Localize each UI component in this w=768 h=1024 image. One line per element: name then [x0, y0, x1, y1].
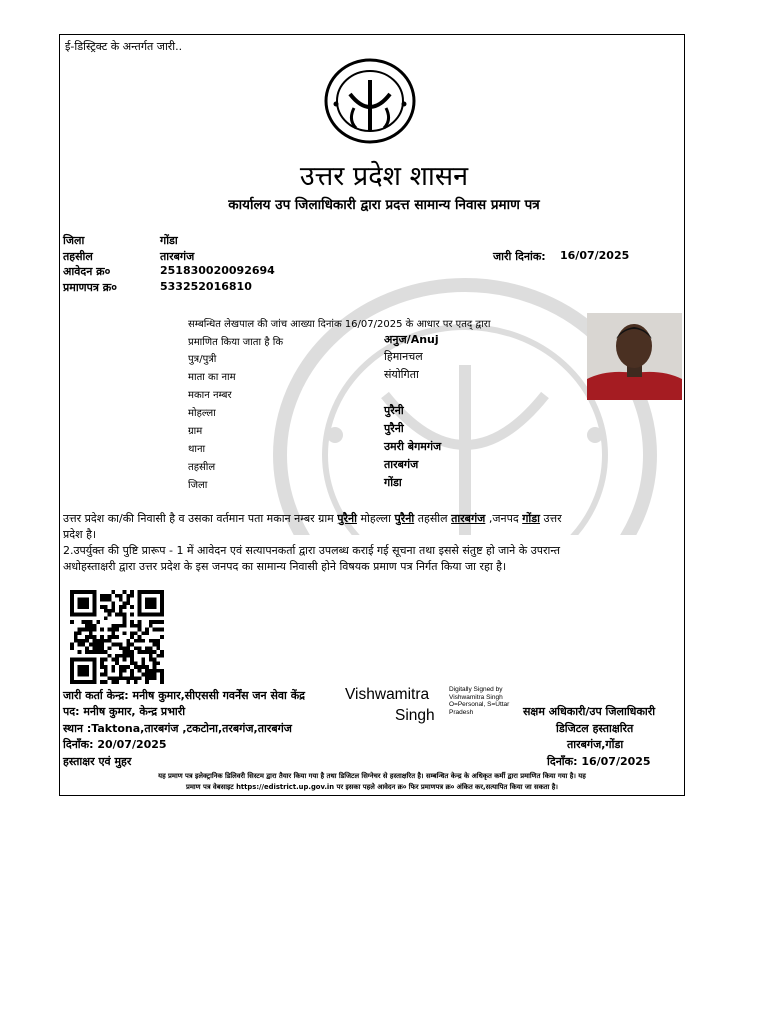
- certificate-value: 533252016810: [160, 280, 252, 293]
- application-label: आवेदन क्र०: [63, 265, 111, 278]
- intro-line1: सम्बन्धित लेखपाल की जांच आख्या दिनांक 16/07/2025 के आधार पर एतद् द्वारा: [188, 319, 491, 330]
- detail-value: तारबगंज: [384, 458, 419, 471]
- residence-paragraph-line2: प्रदेश है।: [63, 528, 97, 541]
- village-value: पुरैनी: [337, 512, 357, 525]
- detail-value: पुरैनी: [384, 422, 404, 435]
- signer-name-line2: Singh: [395, 707, 435, 724]
- issuer-date: दिनाँक: 20/07/2025: [63, 738, 167, 751]
- detail-label: ग्राम: [188, 426, 203, 437]
- tehsil-label: तहसील: [63, 250, 93, 263]
- issue-date-label: जारी दिनांक:: [493, 250, 546, 263]
- issuer-sign: हस्ताक्षर एवं मुहर: [63, 755, 132, 768]
- page-title: उत्तर प्रदेश शासन: [299, 161, 469, 192]
- district-value: गोंडा: [160, 234, 178, 247]
- detail-value: संयोगिता: [384, 368, 419, 381]
- district-label: जिला: [63, 234, 85, 247]
- tehsil-value: तारबगंज: [160, 250, 195, 263]
- detail-label: जिला: [188, 480, 208, 491]
- district-underlined: गोंडा: [522, 512, 540, 525]
- issuer-place: स्थान :Taktona,तारबगंज ,टकटोना,तरबगंज,तारबगंज: [63, 722, 292, 735]
- footer-line1: यह प्रमाण पत्र इलेक्ट्रानिक डिलिवरी सिस्टम द्वारा तैयार किया गया है तथा डिजिटल सिग्नेचर से हस्ताक्षरित है। सम्बन्धित केन्द्र के अधिकृत कर्मी द्वारा प्रमाणित किया गया है। यह: [158, 772, 586, 780]
- authority-title: सक्षम अधिकारी/उप जिलाधिकारी: [523, 705, 656, 718]
- authority-date: दिनाँक: 16/07/2025: [547, 755, 651, 768]
- issuer-center: जारी कर्ता केन्द्र: मनीष कुमार,सीएससी गवर्नेंस जन सेवा केंद्र: [63, 689, 305, 702]
- detail-value: उमरी बेगमगंज: [384, 440, 442, 453]
- certificate-label: प्रमाणपत्र क्र०: [63, 281, 117, 294]
- header-note: ई-डिस्ट्रिक्ट के अन्तर्गत जारी..: [65, 40, 183, 53]
- signer-name-line1: Vishwamitra: [345, 686, 430, 703]
- detail-label: मोहल्ला: [188, 408, 216, 419]
- authority-signed: डिजिटल हस्ताक्षरित: [556, 722, 634, 735]
- digital-signature-note: Digitally Signed by Vishwamitra Singh O=Personal, S=Uttar Pradesh: [449, 686, 510, 716]
- detail-label: तहसील: [188, 462, 216, 473]
- issue-date-value: 16/07/2025: [560, 249, 630, 262]
- authority-place: तारबगंज,गोंडा: [567, 738, 624, 751]
- mohalla-value: पुरैनी: [394, 512, 415, 525]
- detail-label: थाना: [188, 444, 206, 455]
- applicant-name: अनुज/Anuj: [384, 333, 439, 346]
- qr-code[interactable]: [67, 590, 167, 684]
- detail-label: माता का नाम: [188, 372, 236, 383]
- detail-label: पुत्र/पुत्री: [188, 354, 217, 365]
- detail-label: मकान नम्बर: [188, 390, 232, 401]
- certificate-subtitle: कार्यालय उप जिलाधिकारी द्वारा प्रदत्त सामान्य निवास प्रमाण पत्र: [228, 197, 540, 213]
- applicant-photo: [587, 313, 682, 400]
- intro-line2: प्रमाणित किया जाता है कि: [188, 337, 284, 348]
- footer-line2: प्रमाण पत्र वेबसाइट https://edistrict.up.gov.in पर इसका पहले आवेदन क्र० फिर प्रमाणपत्र क्र० अंकित कर,सत्यापित किया जा सकता है।: [185, 783, 558, 791]
- tehsil-underlined: तारबगंज: [451, 512, 486, 525]
- uttar-pradesh-emblem-icon: [324, 58, 416, 144]
- detail-value: हिमानचल: [384, 350, 423, 363]
- detail-value: पुरैनी: [384, 404, 404, 417]
- detail-value: गोंडा: [384, 476, 402, 489]
- residence-paragraph: उत्तर प्रदेश का/की निवासी है व उसका वर्तमान पता मकान नम्बर ग्राम पुरैनी मोहल्ला पुरैनी तहसील तारबगंज ,जनपद गोंडा उत्तर: [63, 512, 562, 525]
- confirmation-line2: अधोहस्ताक्षरी द्वारा उत्तर प्रदेश के इस जनपद का सामान्य निवासी होने विषयक प्रमाण पत्र निर्गत किया जा रहा है।: [63, 560, 507, 573]
- application-value: 251830020092694: [160, 264, 275, 277]
- confirmation-line1: 2.उपर्युक्त की पुष्टि प्रारूप - 1 में आवेदन एवं सत्यापनकर्ता द्वारा उपलब्ध कराई गई सूचना तथा इससे संतुष्ट हो जाने के उपरान्त: [63, 544, 561, 557]
- issuer-post: पद: मनीष कुमार, केन्द्र प्रभारी: [63, 705, 186, 718]
